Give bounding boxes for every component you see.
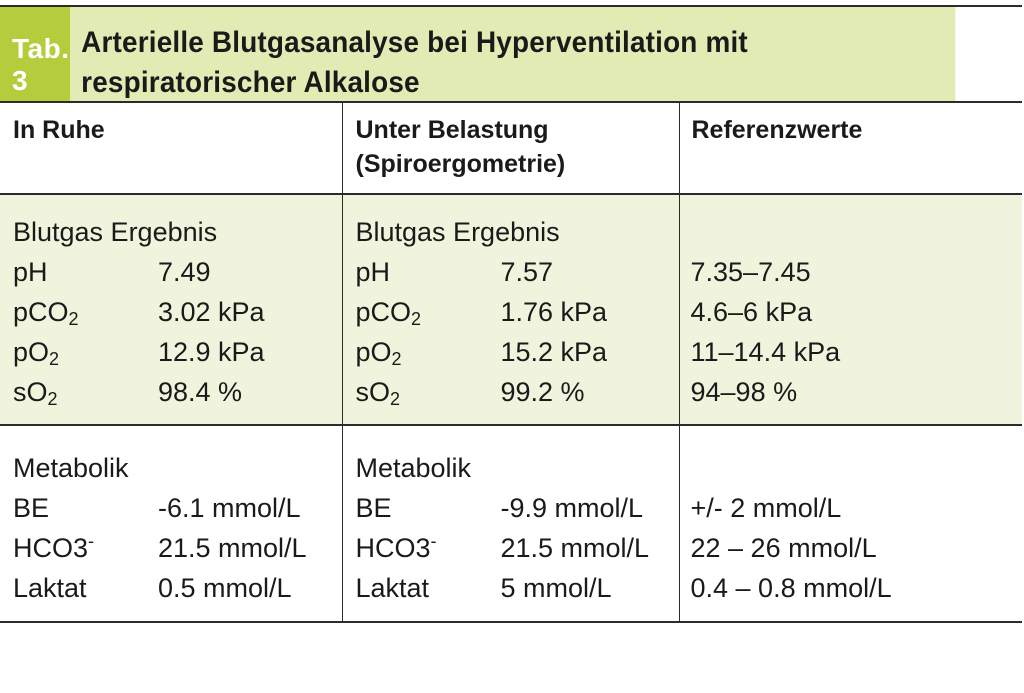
tab-number-label: Tab. 3 <box>0 7 70 101</box>
pco2-reference: 4.6–6 kPa <box>690 297 813 327</box>
bloodgas-rest-cell <box>0 194 342 425</box>
section-label: Metabolik <box>13 453 129 483</box>
so2-reference: 94–98 % <box>690 377 798 407</box>
be-row: BE -9.9 mmol/L <box>355 493 644 523</box>
section-label: Blutgas Ergebnis <box>355 217 560 247</box>
lactate-reference: 0.4 – 0.8 mmol/L <box>690 573 892 603</box>
table-header <box>0 5 1022 103</box>
po2-row: $pO_2$ 15.2 kPa <box>355 337 608 369</box>
column-header-rest: In Ruhe <box>0 103 342 194</box>
so2-row: $sO_2$ 99.2 % <box>355 377 585 409</box>
column-header-reference: Referenzwerte <box>679 103 1022 194</box>
metabolic-rest-cell <box>0 425 342 622</box>
lactate-row: Laktat 5 mmol/L <box>355 573 612 603</box>
metabolic-load-cell <box>342 425 679 622</box>
pco2-row: pCO$_2$ 3.02 kPa <box>13 297 265 329</box>
bloodgas-reference-cell <box>679 194 1022 425</box>
po2-row: $pO_2$ 12.9 kPa <box>13 337 265 369</box>
ph-reference: 7.35–7.45 <box>690 257 811 287</box>
bloodgas-load-cell <box>342 194 679 425</box>
be-reference: +/- 2 mmol/L <box>690 493 842 523</box>
bloodgas-row <box>0 194 1022 425</box>
ph-row: pH 7.49 <box>13 257 211 287</box>
be-row: BE -6.1 mmol/L <box>13 493 301 523</box>
section-label: Metabolik <box>355 453 472 483</box>
po2-reference: 11–14.4 kPa <box>690 337 841 367</box>
column-header-row <box>0 103 1022 194</box>
so2-row: $sO_2$ 98.4 % <box>13 377 243 409</box>
hco3-reference: 22 – 26 mmol/L <box>690 533 877 563</box>
blood-gas-table <box>0 5 1022 623</box>
metabolic-row <box>0 425 1022 622</box>
ph-row: pH 7.57 <box>355 257 554 287</box>
metabolic-reference-cell <box>679 425 1022 622</box>
section-label: Blutgas Ergebnis <box>13 217 218 247</box>
hco3-row: HCO3- 21.5 mmol/L <box>355 531 650 563</box>
lactate-row: Laktat 0.5 mmol/L <box>13 573 292 603</box>
hco3-row: HCO3- 21.5 mmol/L <box>13 531 307 563</box>
table-title: Arterielle Blutgasanalyse bei Hyperventilation mit respiratorischer Alkalose <box>70 7 955 101</box>
pco2-row: pCO$_2$ 1.76 kPa <box>355 297 608 329</box>
column-header-load: Unter Belastung (Spiroergometrie) <box>342 103 679 194</box>
data-table <box>0 103 1022 623</box>
